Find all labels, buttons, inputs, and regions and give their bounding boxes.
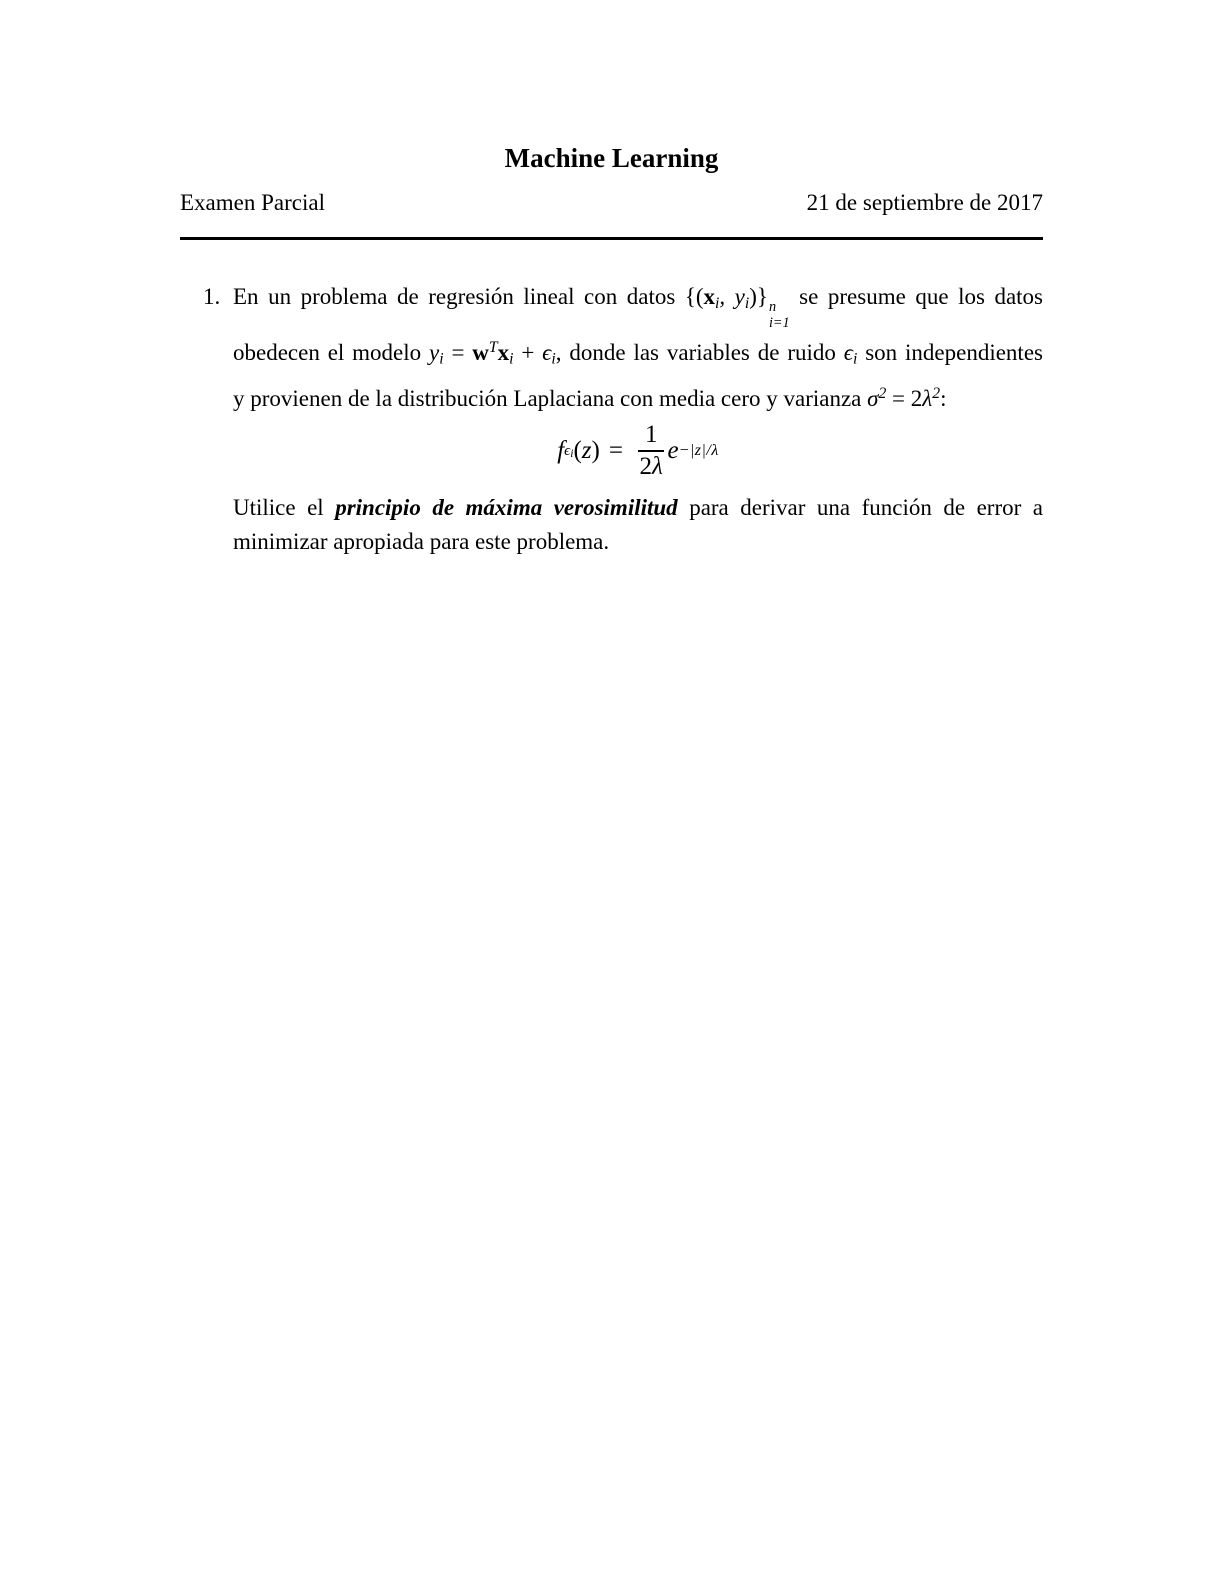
emphasized-principle: principio de máxima verosimilitud: [335, 495, 678, 521]
laplacian-density-formula: f ϵi ( z ) = $\frac{1}{2\lambda}$ e −|z|/λ: [557, 421, 719, 481]
math-set-open: {(: [684, 284, 704, 309]
problem-text-line-1: En un problema de regresión lineal con datos {(xi, yi)} n i=1 se presume que los datos: [233, 284, 1043, 331]
document-title: Machine Learning: [504, 143, 719, 173]
math-f-subscript: ϵi: [564, 442, 574, 460]
math-z: z: [581, 437, 592, 465]
math-x-vector: x: [703, 284, 716, 309]
math-lambda: λ: [922, 385, 933, 411]
fraction: [638, 421, 665, 481]
math-epsilon: ϵ: [843, 339, 853, 365]
fraction-numerator: 1: [638, 421, 665, 452]
math-sigma: σ: [867, 385, 879, 411]
header-rule: [180, 237, 1043, 240]
instruction-line-1: Utilice el principio de máxima verosimilitud para derivar una función de error a: [233, 495, 1044, 521]
equals-sign: =: [608, 437, 623, 465]
exam-type-label: Examen Parcial: [180, 190, 325, 215]
math-set-close: )}: [749, 284, 768, 309]
problem-item-1: [180, 280, 1043, 415]
problem-text-line-3: y provienen de la distribución Laplaciana con media cero y varianza $\sigma^2 = 2\lambda^2$:: [233, 384, 947, 411]
math-e: e: [667, 437, 679, 465]
exam-date: 21 de septiembre de 2017: [806, 190, 1043, 215]
math-y: y: [734, 284, 745, 309]
math-f: f: [557, 437, 565, 465]
exam-header: [180, 190, 1043, 216]
problem-text-line-2: obedecen el modelo yi = $w^Txi + \epsilon i$, donde las variables de ruido ϵi son independientes: [233, 338, 1043, 368]
problem-number: 1.: [203, 284, 221, 309]
math-y: y: [429, 339, 440, 365]
math-transpose: T: [488, 338, 498, 356]
fraction-denominator: 2λ: [639, 453, 663, 481]
math-set-limits: n i=1: [768, 299, 790, 331]
math-x-vector: x: [497, 339, 510, 365]
instruction-line-2: minimizar apropiada para este problema.: [233, 529, 610, 555]
math-exponent: −|z|/λ: [678, 442, 719, 460]
math-w-vector: w: [472, 339, 489, 365]
page-content: [180, 0, 1043, 559]
problem-instruction: [180, 491, 1043, 559]
math-epsilon: ϵ: [542, 339, 552, 365]
